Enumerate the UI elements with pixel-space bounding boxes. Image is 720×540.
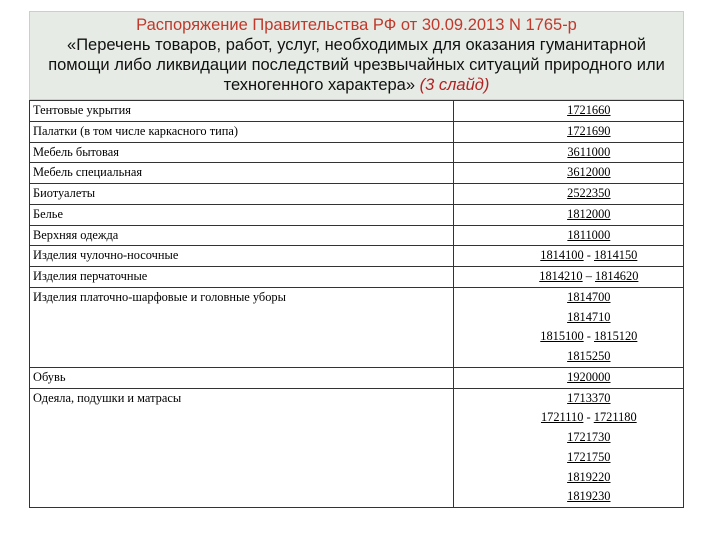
okp-code-link[interactable]: 1721110 — [540, 410, 584, 425]
table-row — [30, 184, 684, 205]
goods-name-cell — [30, 408, 454, 428]
goods-name-cell — [30, 487, 454, 507]
table-row — [30, 448, 684, 468]
okp-code-cell — [453, 388, 683, 408]
okp-code-link[interactable]: 3612000 — [567, 165, 611, 180]
table-row — [30, 367, 684, 388]
decree-title: Распоряжение Правительства РФ от 30.09.2013 N 1765-р — [136, 16, 577, 34]
goods-name: Биотуалеты — [33, 186, 96, 200]
okp-code-cell — [453, 327, 683, 347]
table-row — [30, 163, 684, 184]
goods-name-cell — [30, 225, 454, 246]
okp-code-link[interactable]: 1721660 — [567, 103, 611, 117]
okp-code-cell — [453, 184, 683, 205]
table-row — [30, 204, 684, 225]
table-row — [30, 487, 684, 507]
okp-code-link[interactable]: 1819220 — [567, 469, 611, 484]
okp-code-link[interactable]: 1814100 — [540, 248, 584, 263]
table-row — [30, 287, 684, 307]
okp-code-link-end[interactable]: 1814150 — [593, 248, 638, 263]
range-separator: – — [582, 269, 596, 283]
okp-code-cell — [453, 287, 683, 307]
subtitle-text: «Перечень товаров, работ, услуг, необходимых для оказания гуманитарной помощи либо ликвидации последствий чрезвычайных ситуаций природного или техногенного характера» — [48, 36, 665, 94]
okp-code-link[interactable]: 1815250 — [567, 349, 611, 363]
okp-code-link[interactable]: 1811000 — [567, 227, 611, 242]
slide-title — [29, 11, 684, 100]
goods-name-cell — [30, 246, 454, 267]
goods-name: Верхняя одежда — [33, 227, 119, 242]
goods-name-cell — [30, 163, 454, 184]
goods-name: Белье — [33, 206, 63, 221]
table-row — [30, 267, 684, 288]
table-row — [30, 142, 684, 163]
table-row — [30, 327, 684, 347]
goods-name: Изделия чулочно-носочные — [33, 248, 179, 263]
okp-code-cell — [453, 101, 683, 122]
goods-name: Изделия перчаточные — [33, 269, 148, 283]
okp-code-link[interactable]: 1721690 — [567, 123, 611, 138]
goods-name: Обувь — [33, 369, 66, 384]
okp-code-cell — [453, 308, 683, 328]
table-row — [30, 225, 684, 246]
goods-name-cell — [30, 101, 454, 122]
okp-code-cell — [453, 367, 683, 388]
okp-code-cell — [453, 347, 683, 367]
table-row — [30, 246, 684, 267]
goods-name-cell — [30, 121, 454, 142]
goods-name-cell — [30, 468, 454, 488]
okp-code-link[interactable]: 1814700 — [567, 289, 611, 304]
range-separator: - — [583, 410, 594, 425]
goods-name: Палатки (в том числе каркасного типа) — [33, 123, 239, 138]
goods-name-cell — [30, 367, 454, 388]
okp-code-link[interactable]: 1815100 — [540, 329, 584, 344]
goods-name: Изделия платочно-шарфовые и головные уборы — [33, 289, 286, 304]
decree-subtitle — [30, 35, 683, 95]
okp-code-cell — [453, 468, 683, 488]
goods-name: Тентовые укрытия — [33, 103, 131, 117]
okp-code-link[interactable]: 1713370 — [567, 390, 611, 405]
okp-code-link[interactable]: 1920000 — [567, 369, 611, 384]
okp-code-cell — [453, 246, 683, 267]
goods-name: Одеяла, подушки и матрасы — [33, 390, 182, 405]
goods-name-cell — [30, 204, 454, 225]
goods-name-cell — [30, 142, 454, 163]
goods-name-cell — [30, 267, 454, 288]
okp-code-cell — [453, 163, 683, 184]
table-row — [30, 121, 684, 142]
table-row — [30, 408, 684, 428]
goods-name-cell — [30, 287, 454, 307]
okp-code-link[interactable]: 2522350 — [567, 186, 611, 200]
okp-code-cell — [453, 225, 683, 246]
okp-code-cell — [453, 267, 683, 288]
range-separator: - — [583, 329, 594, 344]
goods-name-cell — [30, 184, 454, 205]
goods-name: Мебель специальная — [33, 165, 143, 180]
table-row — [30, 468, 684, 488]
goods-name-cell — [30, 327, 454, 347]
range-separator: - — [583, 248, 594, 263]
okp-code-cell — [453, 121, 683, 142]
okp-code-cell — [453, 142, 683, 163]
okp-code-link-end[interactable]: 1721180 — [593, 410, 637, 425]
okp-code-link-end[interactable]: 1815120 — [593, 329, 638, 344]
goods-name-cell — [30, 308, 454, 328]
okp-code-link-end[interactable]: 1814620 — [595, 269, 639, 283]
okp-code-cell — [453, 204, 683, 225]
table-row — [30, 308, 684, 328]
goods-name-cell — [30, 388, 454, 408]
goods-name-cell — [30, 448, 454, 468]
table-row — [30, 101, 684, 122]
table-row — [30, 388, 684, 408]
okp-code-cell — [453, 428, 683, 448]
okp-code-cell — [453, 487, 683, 507]
okp-code-link[interactable]: 1819230 — [567, 489, 611, 504]
goods-table — [29, 100, 684, 508]
okp-code-cell — [453, 408, 683, 428]
goods-name: Мебель бытовая — [33, 144, 119, 159]
slide-number: (3 слайд) — [419, 76, 490, 94]
goods-name-cell — [30, 428, 454, 448]
okp-code-link[interactable]: 1721750 — [567, 449, 611, 464]
okp-code-link[interactable]: 1721730 — [567, 430, 611, 444]
table-row — [30, 428, 684, 448]
okp-code-link[interactable]: 1814210 — [539, 269, 583, 283]
okp-code-link[interactable]: 1814710 — [567, 309, 611, 324]
okp-code-link[interactable]: 1812000 — [567, 206, 611, 221]
okp-code-cell — [453, 448, 683, 468]
okp-code-link[interactable]: 3611000 — [567, 144, 611, 159]
table-row — [30, 347, 684, 367]
goods-name-cell — [30, 347, 454, 367]
